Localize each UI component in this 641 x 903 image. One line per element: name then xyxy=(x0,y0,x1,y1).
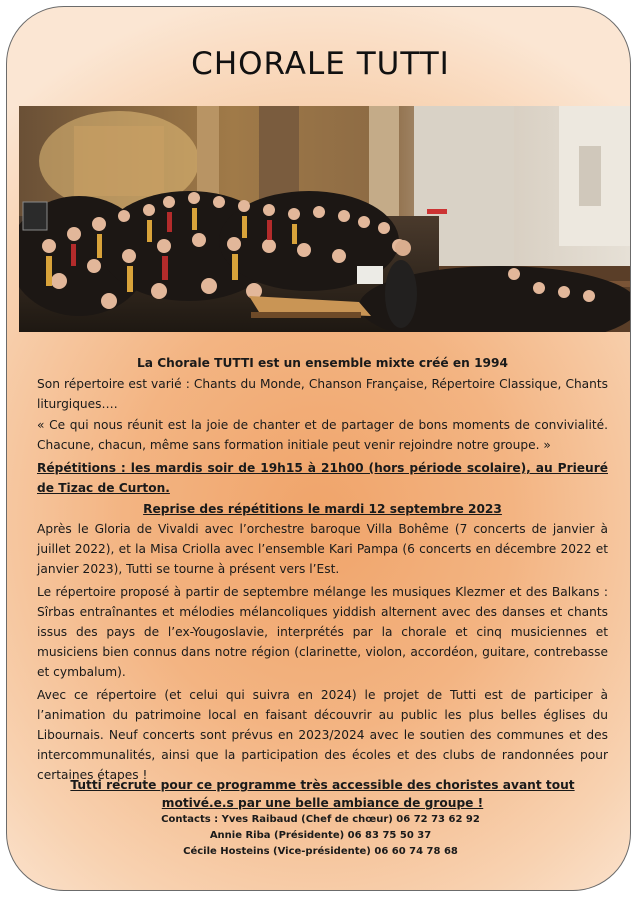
repertoire-text: Son répertoire est varié : Chants du Monde, Chanson Française, Répertoire Classique, Chants liturgiques…. xyxy=(37,377,608,411)
contact-vice-president: Cécile Hosteins (Vice-présidente) 06 60 74 78 68 xyxy=(183,846,458,857)
paragraph-history: Après le Gloria de Vivaldi avec l’orchestre baroque Villa Bohême (7 concerts de janvier à juillet 2022), et la Misa Criolla avec l’ensemble Kari Pampa (6 concerts en décembre 2022 et janvier 2023), Tutti se tourne à présent vers l’Est. xyxy=(37,522,608,576)
choir-photo xyxy=(19,106,630,332)
contacts-block xyxy=(0,812,641,860)
page-title: CHORALE TUTTI xyxy=(191,46,450,82)
contact-conductor: Contacts : Yves Raibaud (Chef de chœur) 06 72 73 62 92 xyxy=(161,814,480,825)
quote-text: « Ce qui nous réunit est la joie de chanter et de partager de bons moments de convivialité. Chacune, chacun, même sans formation initiale peut venir rejoindre notre groupe. » xyxy=(37,418,608,452)
choir-in-church-image xyxy=(19,106,630,332)
contact-president: Annie Riba (Présidente) 06 83 75 50 37 xyxy=(209,830,432,841)
intro-heading: La Chorale TUTTI est un ensemble mixte créé en 1994 xyxy=(137,356,508,370)
paragraph-project: Avec ce répertoire (et celui qui suivra en 2024) le projet de Tutti est de participer à l’animation du patrimoine local en faisant découvrir au public les plus belles églises du Libournais. Neuf concerts sont prévus en 2023/2024 avec le soutien des communes et des intercommunalités, ainsi que la participation des écoles et des clubs de randonnées pour certaines étapes ! xyxy=(37,688,608,782)
rehearsal-schedule: Répétitions : les mardis soir de 19h15 à 21h00 (hors période scolaire), au Prieuré de Tizac de Curton. xyxy=(37,461,608,495)
paragraph-repertoire: Le répertoire proposé à partir de septembre mélange les musiques Klezmer et des Balkans : Sîrbas entraînantes et mélodies mélancoliques yiddish alternent avec des danses et chants issus des pays de l’ex-Yougoslavie, interprétés par la chorale et cinq musiciennes et musiciens bien connus dans notre région (clarinette, violon, accordéon, guitare, contrebasse et cymbalum). xyxy=(37,585,608,679)
restart-date: Reprise des répétitions le mardi 12 septembre 2023 xyxy=(143,502,502,516)
recruitment-notice: Tutti recrute pour ce programme très accessible des choristes avant tout motivé.e.s par une belle ambiance de groupe ! xyxy=(70,778,575,810)
